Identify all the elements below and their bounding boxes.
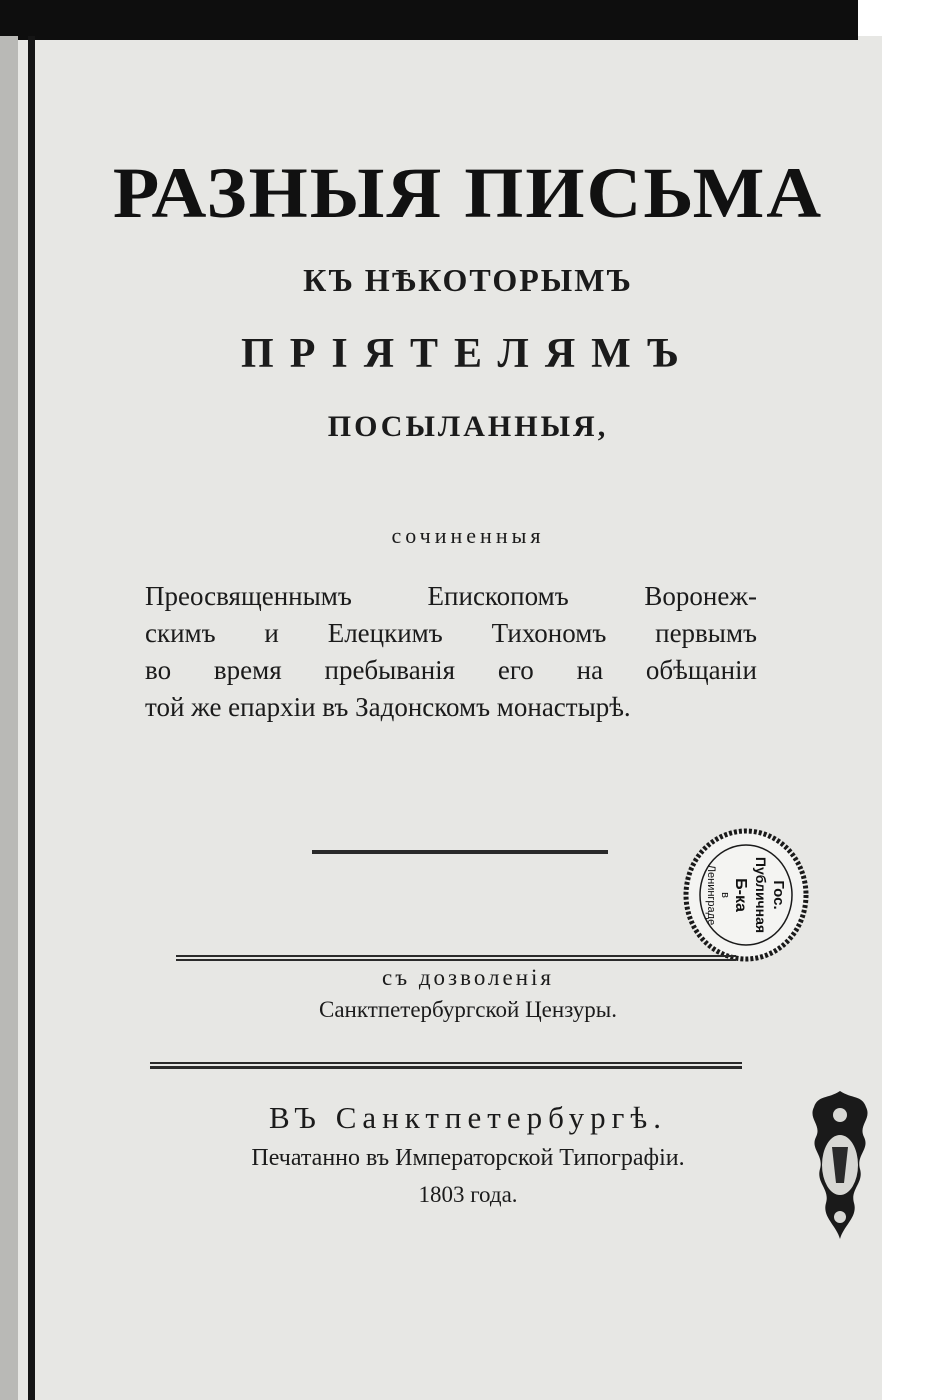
stamp-line-3: Б-ка (732, 878, 749, 912)
scan-top-edge (0, 0, 858, 40)
stamp-line-1: Гос. (770, 880, 787, 910)
book-title: РАЗНЫЯ ПИСЬМА (112, 153, 824, 233)
subtitle-line-1: КЪ НѢКОТОРЫМЪ (303, 262, 633, 298)
imprint-year: 1803 года. (418, 1182, 518, 1207)
divider-short (312, 850, 608, 854)
author-line-3: во время пребыванія его на обѣщаніи (145, 655, 757, 685)
stamp-line-4: в (719, 892, 731, 898)
seal-ornament-icon (800, 1085, 880, 1245)
composed-by: сочиненныя (391, 523, 545, 548)
divider-mid-bottom (176, 959, 736, 961)
divider-long-bottom (150, 1066, 742, 1069)
library-stamp (681, 825, 811, 965)
permission-line: съ дозволенія (381, 965, 554, 990)
subtitle-line-2: ПРІЯТЕЛЯМЪ (241, 331, 695, 377)
stamp-line-2: Публичная (753, 856, 769, 934)
author-line-2: скимъ и Елецкимъ Тихономъ первымъ (145, 618, 757, 648)
imprint-city: ВЪ Санктпетербургѣ. (269, 1100, 667, 1135)
censor-line: Санктпетербургской Цензуры. (318, 997, 618, 1022)
subtitle-line-3: ПОСЫЛАННЫЯ, (327, 410, 609, 443)
imprint-printer: Печатанно въ Императорской Типографіи. (251, 1145, 685, 1171)
author-line-1: Преосвященнымъ Епископомъ Воронеж- (145, 581, 757, 611)
stamp-line-5: Ленинграде (705, 864, 717, 926)
divider-long-top (150, 1062, 742, 1064)
author-line-4: той же епархіи въ Задонскомъ монастырѣ. (145, 692, 631, 722)
divider-mid-top (176, 955, 736, 957)
author-paragraph (145, 578, 757, 726)
